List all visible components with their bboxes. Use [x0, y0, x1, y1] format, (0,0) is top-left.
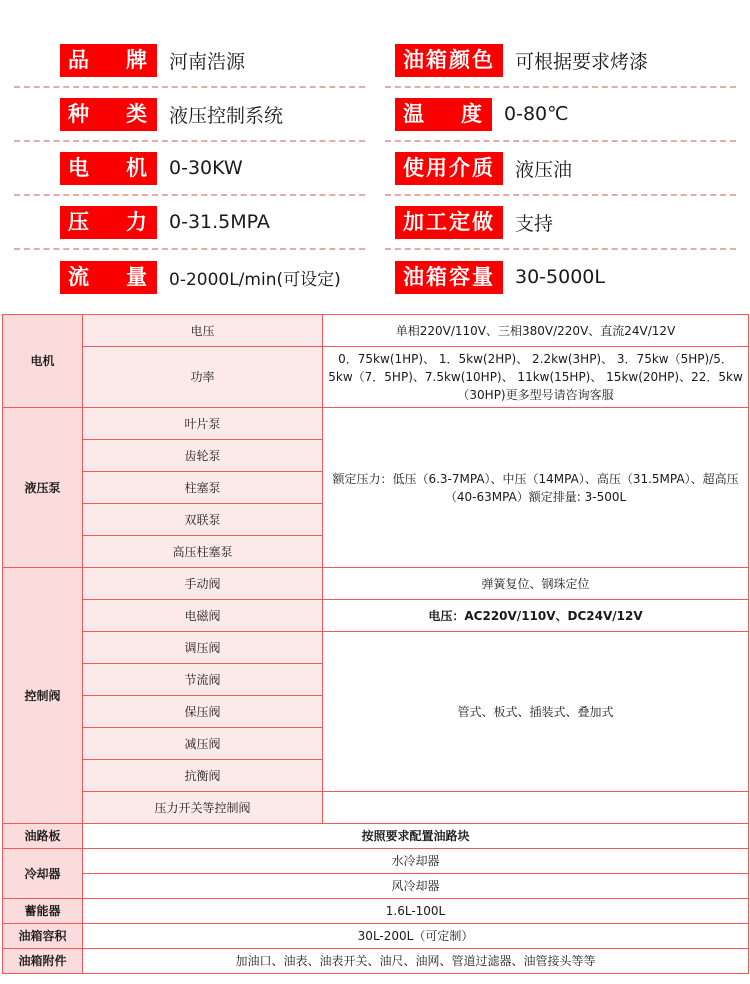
spec-tag-tank-color: 油箱颜色 — [395, 44, 503, 77]
spec-row-brand — [14, 34, 365, 88]
table-row — [3, 408, 749, 440]
cell-accumulator-value: 1.6L-100L — [83, 899, 749, 924]
spec-value-custom: 支持 — [515, 212, 554, 235]
spec-value-tank-color: 可根据要求烤漆 — [515, 50, 649, 73]
cell-valve-label-2: 调压阀 — [83, 632, 323, 664]
spec-value-category: 液压控制系统 — [169, 104, 284, 127]
cell-pump-spec: 额定压力：低压（6.3-7MPA）、中压（14MPA）、高压（31.5MPA）、超高压（40-63MPA）额定排量: 3-500L — [323, 408, 749, 568]
spec-tag-brand: 品 牌 — [60, 44, 157, 77]
spec-tag-temperature: 温 度 — [395, 98, 492, 131]
cell-cooler-value-1: 风冷却器 — [83, 874, 749, 899]
spec-row-custom — [385, 196, 736, 250]
cell-valve-label-0: 手动阀 — [83, 568, 323, 600]
spec-value-temperature: 0-80℃ — [504, 103, 569, 125]
spec-tag-motor: 电 机 — [60, 152, 157, 185]
spec-value-flow: 0-2000L/min(可设定) — [169, 269, 341, 290]
cell-tank-volume-value: 30L-200L（可定制） — [83, 924, 749, 949]
spec-tag-custom: 加工定做 — [395, 206, 503, 239]
spec-column-right — [385, 34, 736, 304]
spec-tag-category: 种 类 — [60, 98, 157, 131]
table-row — [3, 315, 749, 347]
spec-row-tank-color — [385, 34, 736, 88]
table-row — [3, 899, 749, 924]
cell-pump-item-2: 柱塞泵 — [83, 472, 323, 504]
spec-table-wrap — [0, 314, 750, 974]
cell-valve-label-5: 减压阀 — [83, 728, 323, 760]
spec-grid — [14, 34, 736, 304]
spec-row-pressure — [14, 196, 365, 250]
cell-pump-item-3: 双联泵 — [83, 504, 323, 536]
table-row — [3, 849, 749, 874]
spec-tag-tank-volume: 油箱容量 — [395, 261, 503, 294]
table-row — [3, 874, 749, 899]
cell-valve-label-4: 保压阀 — [83, 696, 323, 728]
cell-valve-label-7: 压力开关等控制阀 — [83, 792, 323, 824]
table-row — [3, 924, 749, 949]
table-row — [3, 347, 749, 408]
table-row — [3, 600, 749, 632]
row-head-oilblock: 油路板 — [3, 824, 83, 849]
row-head-tank-volume: 油箱容积 — [3, 924, 83, 949]
row-head-motor: 电机 — [3, 315, 83, 408]
spec-table — [2, 314, 749, 974]
spec-row-category — [14, 88, 365, 142]
table-row — [3, 792, 749, 824]
cell-motor-power-value: 0．75kw(1HP)、 1．5kw(2HP)、 2.2kw(3HP)、 3．75kw（5HP)/5．5kw（7．5HP)、7.5kw(10HP)、 11kw(15HP)、 15kw(20HP)、22．5kw（30HP)更多型号请咨询客服 — [323, 347, 749, 408]
spec-value-motor: 0-30KW — [169, 157, 243, 179]
row-head-pump: 液压泵 — [3, 408, 83, 568]
spec-tag-pressure: 压 力 — [60, 206, 157, 239]
cell-valve-value-0: 弹簧复位、钢珠定位 — [323, 568, 749, 600]
cell-motor-voltage-label: 电压 — [83, 315, 323, 347]
spec-summary-area — [0, 0, 750, 314]
spec-row-flow — [14, 250, 365, 304]
cell-valve-value-7 — [323, 792, 749, 824]
spec-value-tank-volume: 30-5000L — [515, 266, 605, 288]
spec-value-brand: 河南浩源 — [169, 50, 246, 73]
cell-valve-label-3: 节流阀 — [83, 664, 323, 696]
cell-valve-label-1: 电磁阀 — [83, 600, 323, 632]
row-head-valve: 控制阀 — [3, 568, 83, 824]
row-head-cooler: 冷却器 — [3, 849, 83, 899]
cell-cooler-value-0: 水冷却器 — [83, 849, 749, 874]
cell-pump-item-0: 叶片泵 — [83, 408, 323, 440]
spec-tag-flow: 流 量 — [60, 261, 157, 294]
table-row — [3, 568, 749, 600]
row-head-tank-parts: 油箱附件 — [3, 949, 83, 974]
spec-row-tank-volume — [385, 250, 736, 304]
spec-value-pressure: 0-31.5MPA — [169, 211, 270, 233]
spec-value-medium: 液压油 — [515, 158, 573, 181]
cell-tank-parts-value: 加油口、油表、油表开关、油尺、油网、管道过滤器、油管接头等等 — [83, 949, 749, 974]
cell-oilblock-value: 按照要求配置油路块 — [83, 824, 749, 849]
table-row — [3, 949, 749, 974]
spec-row-temperature — [385, 88, 736, 142]
spec-column-left — [14, 34, 365, 304]
table-row — [3, 632, 749, 664]
spec-row-motor — [14, 142, 365, 196]
spec-row-medium — [385, 142, 736, 196]
cell-motor-voltage-value: 单相220V/110V、三相380V/220V、直流24V/12V — [323, 315, 749, 347]
spec-tag-medium: 使用介质 — [395, 152, 503, 185]
cell-valve-group-value: 管式、板式、插装式、叠加式 — [323, 632, 749, 792]
cell-motor-power-label: 功率 — [83, 347, 323, 408]
cell-valve-label-6: 抗衡阀 — [83, 760, 323, 792]
row-head-accumulator: 蓄能器 — [3, 899, 83, 924]
cell-pump-item-1: 齿轮泵 — [83, 440, 323, 472]
cell-valve-value-1: 电压：AC220V/110V、DC24V/12V — [323, 600, 749, 632]
cell-pump-item-4: 高压柱塞泵 — [83, 536, 323, 568]
table-row — [3, 824, 749, 849]
